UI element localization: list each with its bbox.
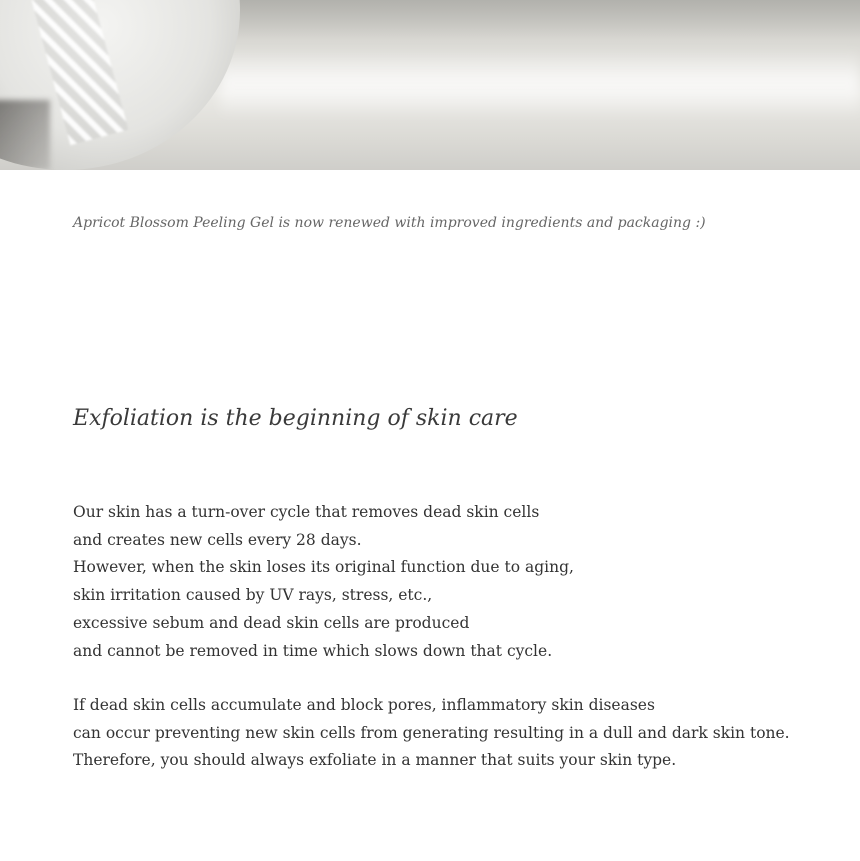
paragraph-line: If dead skin cells accumulate and block pores, inflammatory skin diseases xyxy=(73,696,655,714)
paragraph-line: can occur preventing new skin cells from generating resulting in a dull and dark skin tone. xyxy=(73,723,790,742)
hero-product-image xyxy=(0,0,860,170)
paragraph-line: Therefore, you should always exfoliate in a manner that suits your skin type. xyxy=(73,751,677,770)
paragraph-line: However, when the skin loses its original function due to aging, xyxy=(73,558,574,577)
paragraph-line: excessive sebum and dead skin cells are produced xyxy=(73,613,470,632)
section-heading: Exfoliation is the beginning of skin care xyxy=(73,406,518,431)
paragraph-line: skin irritation caused by UV rays, stress, etc., xyxy=(73,586,433,605)
body-paragraph-2 xyxy=(73,692,793,775)
paragraph-line: and cannot be removed in time which slows down that cycle. xyxy=(73,641,553,660)
bottle-cap-closeup xyxy=(0,0,240,170)
paragraph-line: and creates new cells every 28 days. xyxy=(73,530,362,549)
light-streak xyxy=(220,48,860,118)
renewal-notice: Apricot Blossom Peeling Gel is now renewed with improved ingredients and packaging :) xyxy=(73,215,706,231)
paragraph-line: Our skin has a turn-over cycle that removes dead skin cells xyxy=(73,503,540,521)
cap-rim-shadow xyxy=(0,100,50,170)
body-paragraph-1 xyxy=(73,499,793,665)
